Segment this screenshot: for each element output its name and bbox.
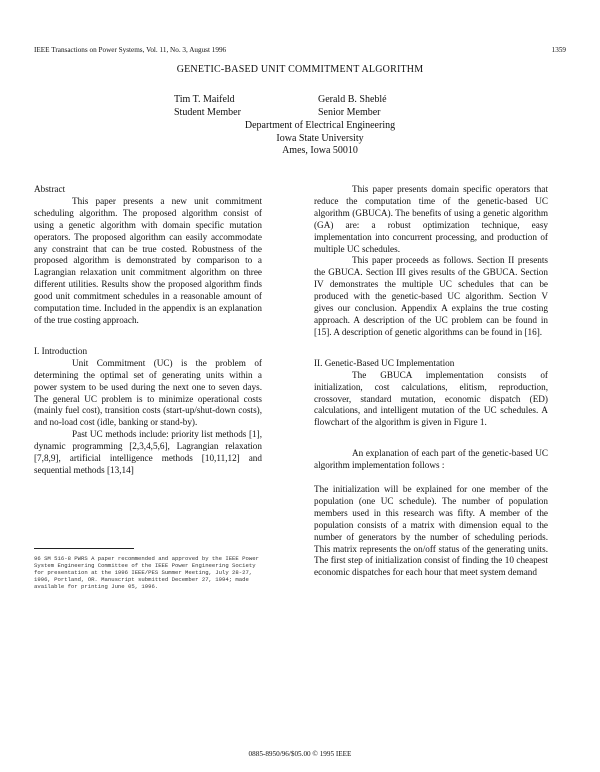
right-paragraph-2: This paper proceeds as follows. Section II presents the GBUCA. Section III gives results of the GBUCA. Section IV demonstrates the multiple UC schedules that can be produced with the genetic-based UC algorithm. Section V gives our conclusion. Appendix A explains the true costing approach. A description of the UC problem can be found in [15]. A description of genetic algorithms can be found in [16]. — [314, 255, 548, 337]
footnote: 96 SM 516-8 PWRS A paper recommended and approved by the IEEE Power System Engineering Committee of the IEEE Power Engineering Society for presentation at the 1996 IEEE/PES Summer Meeting, July 28-27, 1996, Portland, OR. Manuscript submitted December 27, 1994; made available for printing June 05, 1996. — [34, 555, 259, 591]
author-role: Student Member — [174, 106, 241, 118]
abstract-heading: Abstract — [34, 184, 66, 194]
author-name: Tim T. Maifeld — [174, 94, 235, 105]
right-column — [314, 184, 548, 579]
author-name: Gerald B. Sheblé — [318, 94, 387, 105]
section2-heading: II. Genetic-Based UC Implementation — [314, 357, 455, 368]
journal-header: IEEE Transactions on Power Systems, Vol. 11, No. 3, August 1996 — [34, 46, 227, 54]
department: Department of Electrical Engineering — [244, 120, 396, 131]
university: Iowa State University — [276, 132, 364, 144]
left-column — [34, 184, 262, 477]
author-2 — [318, 94, 387, 119]
intro-paragraph-2: Past UC methods include: priority list methods [1], dynamic programming [2,3,4,5,6], Lagrangian relaxation [7,8,9], artificial intelligence methods [10,11,12] and sequential methods [13,14] — [34, 429, 262, 475]
author-1 — [174, 94, 241, 119]
paper-title: GENETIC-BASED UNIT COMMITMENT ALGORITHM — [176, 64, 424, 75]
city: Ames, Iowa 50010 — [282, 145, 358, 156]
section2-paragraph-3: The initialization will be explained for one member of the population (one UC schedule). The number of population members used in this research was fifty. A member of the population consists of a matrix with dimension equal to the number of generators by the number of scheduling periods. This matrix represents the on/off status of the generating units. The first step of initialization consist of finding the 10 cheapest economic dispatches for each hour that meet system demand — [314, 484, 548, 578]
copyright: 0885-8950/96/$05.00 © 1995 IEEE — [248, 750, 352, 758]
right-paragraph-1: This paper presents domain specific operators that reduce the computation time of the genetic-based UC algorithm (GBUCA). The benefits of using a genetic algorithm (GA) are: a robust optimization technique, easy implementation into concurrent processing, and production of multiple UC schedules. — [314, 184, 548, 254]
footnote-rule — [34, 548, 134, 549]
intro-heading: I. Introduction — [34, 345, 88, 356]
affiliation — [150, 120, 490, 158]
section2-paragraph-2: An explanation of each part of the genetic-based UC algorithm implementation follows : — [314, 448, 548, 471]
author-role: Senior Member — [318, 106, 381, 118]
section2-paragraph-1: The GBUCA implementation consists of initialization, cost calculations, elitism, reproduction, crossover, standard mutation, economic dispatch (ED) calculations, and intelligent mutation of the UC schedules. A flowchart of the algorithm is given in Figure 1. — [314, 369, 548, 428]
page-number: 1359 — [551, 46, 566, 54]
intro-paragraph-1: Unit Commitment (UC) is the problem of determining the optimal set of generating units within a power system to be used during the next one to seven days. The general UC problem is to minimize operational costs (mainly fuel cost), transition costs (start-up/shut-down costs), and no-load cost (idle, banking or stand-by). — [34, 357, 262, 428]
abstract-text: This paper presents a new unit commitment scheduling algorithm. The proposed algorithm consist of using a genetic algorithm with domain specific mutation operators. The proposed algorithm can easily accommodate any constraint that can be true costed. Robustness of the proposed algorithm is demonstrated by comparison to a Lagrangian relaxation unit commitment algorithm on three different utilities. Results show the proposed algorithm finds good unit commitment schedules in a reasonable amount of computation time. Included in the appendix is an explanation of the true costing approach. — [34, 195, 262, 325]
